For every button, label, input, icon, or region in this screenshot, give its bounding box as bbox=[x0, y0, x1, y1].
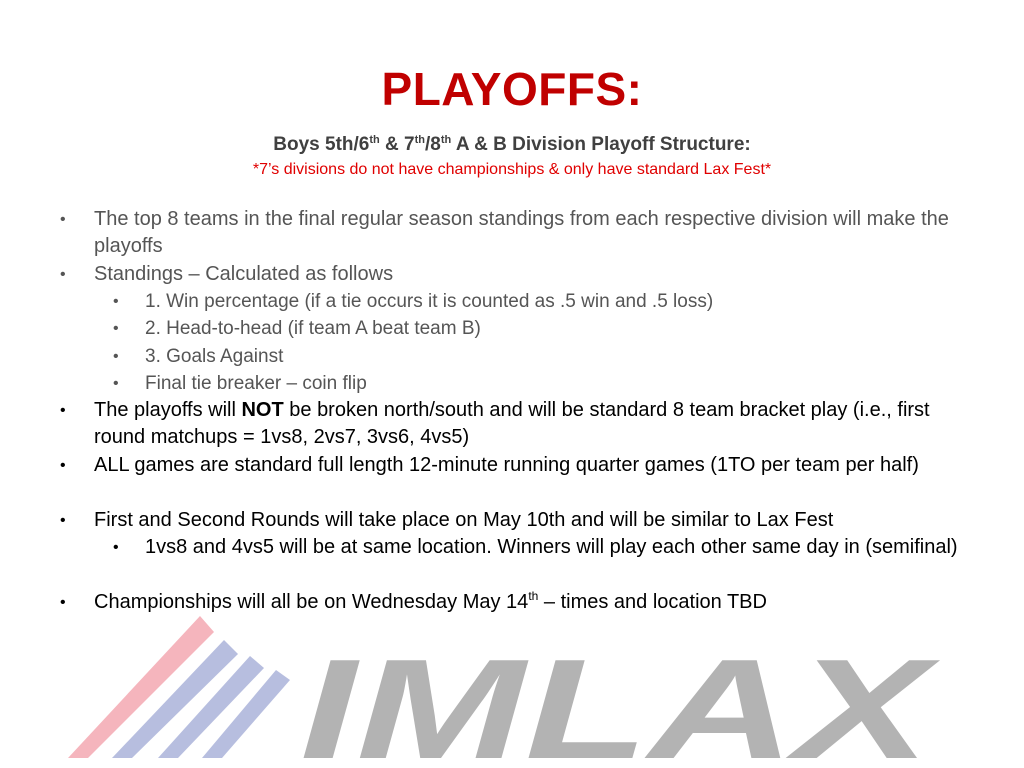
bullet-item bbox=[60, 452, 974, 479]
sub-bullet-text: 2. Head-to-head (if team A beat team B) bbox=[145, 318, 481, 339]
bullet-text: ALL games are standard full length 12-minute running quarter games (1TO per team per half) bbox=[94, 454, 919, 476]
subtitle-part: A & B Division Playoff Structure: bbox=[451, 134, 751, 155]
bullet-emphasis: NOT bbox=[241, 399, 284, 421]
bullet-icon: • bbox=[60, 211, 66, 228]
bullet-text: be broken north/south and will be standard 8 team bracket play (i.e., first round matchups = 1vs8, 2vs7, 3vs6, 4vs5) bbox=[94, 399, 930, 449]
slide-subtitle bbox=[0, 134, 1024, 156]
subtitle-sup: th bbox=[414, 134, 425, 146]
sub-bullet-text: Final tie breaker – coin flip bbox=[145, 373, 367, 394]
sub-bullet-item bbox=[113, 288, 975, 315]
bullet-icon: • bbox=[113, 293, 119, 310]
imlax-logo bbox=[0, 610, 1024, 768]
bullet-sup: th bbox=[528, 589, 539, 603]
bullet-item bbox=[60, 206, 974, 261]
subtitle-part: & 7 bbox=[379, 134, 415, 155]
bullet-icon: • bbox=[60, 266, 66, 283]
bullet-icon: • bbox=[60, 594, 66, 611]
logo-wordmark: IMLAX bbox=[300, 630, 941, 768]
sub-bullet-item bbox=[113, 343, 975, 370]
bullet-icon: • bbox=[60, 512, 66, 529]
bullet-item bbox=[60, 507, 974, 534]
division-note: *7’s divisions do not have championships & only have standard Lax Fest* bbox=[252, 161, 772, 178]
sub-bullet-item bbox=[113, 370, 975, 397]
subtitle-part: Boys 5th/6 bbox=[273, 134, 370, 155]
subtitle-part: /8 bbox=[425, 134, 441, 155]
sub-bullet-text: 1. Win percentage (if a tie occurs it is counted as .5 win and .5 loss) bbox=[145, 291, 714, 312]
sub-bullet-text: 3. Goals Against bbox=[145, 346, 284, 367]
bullet-text: The top 8 teams in the final regular season standings from each respective division will make the playoffs bbox=[94, 208, 949, 258]
sub-bullet-text: 1vs8 and 4vs5 will be at same location. Winners will play each other same day in (semifinal) bbox=[145, 536, 958, 558]
slide-title: PLAYOFFS: bbox=[381, 63, 643, 115]
bullet-icon: • bbox=[60, 402, 66, 419]
bullet-icon: • bbox=[113, 320, 119, 337]
sub-bullet-item bbox=[113, 534, 975, 561]
subtitle-sup: th bbox=[440, 134, 452, 146]
bullet-text: – times and location TBD bbox=[538, 591, 767, 613]
bullet-text: First and Second Rounds will take place on May 10th and will be similar to Lax Fest bbox=[94, 509, 834, 531]
bullet-item bbox=[60, 261, 974, 288]
sub-bullet-item bbox=[113, 315, 975, 342]
bullet-text: Championships will all be on Wednesday May 14 bbox=[94, 591, 529, 613]
bullet-item bbox=[60, 397, 974, 452]
bullet-icon: • bbox=[113, 348, 119, 365]
bullet-text: The playoffs will bbox=[94, 399, 242, 421]
bullet-icon: • bbox=[60, 457, 66, 474]
bullet-icon: • bbox=[113, 375, 119, 392]
bullet-text: Standings – Calculated as follows bbox=[94, 263, 394, 285]
bullet-icon: • bbox=[113, 539, 119, 556]
subtitle-sup: th bbox=[369, 134, 380, 146]
